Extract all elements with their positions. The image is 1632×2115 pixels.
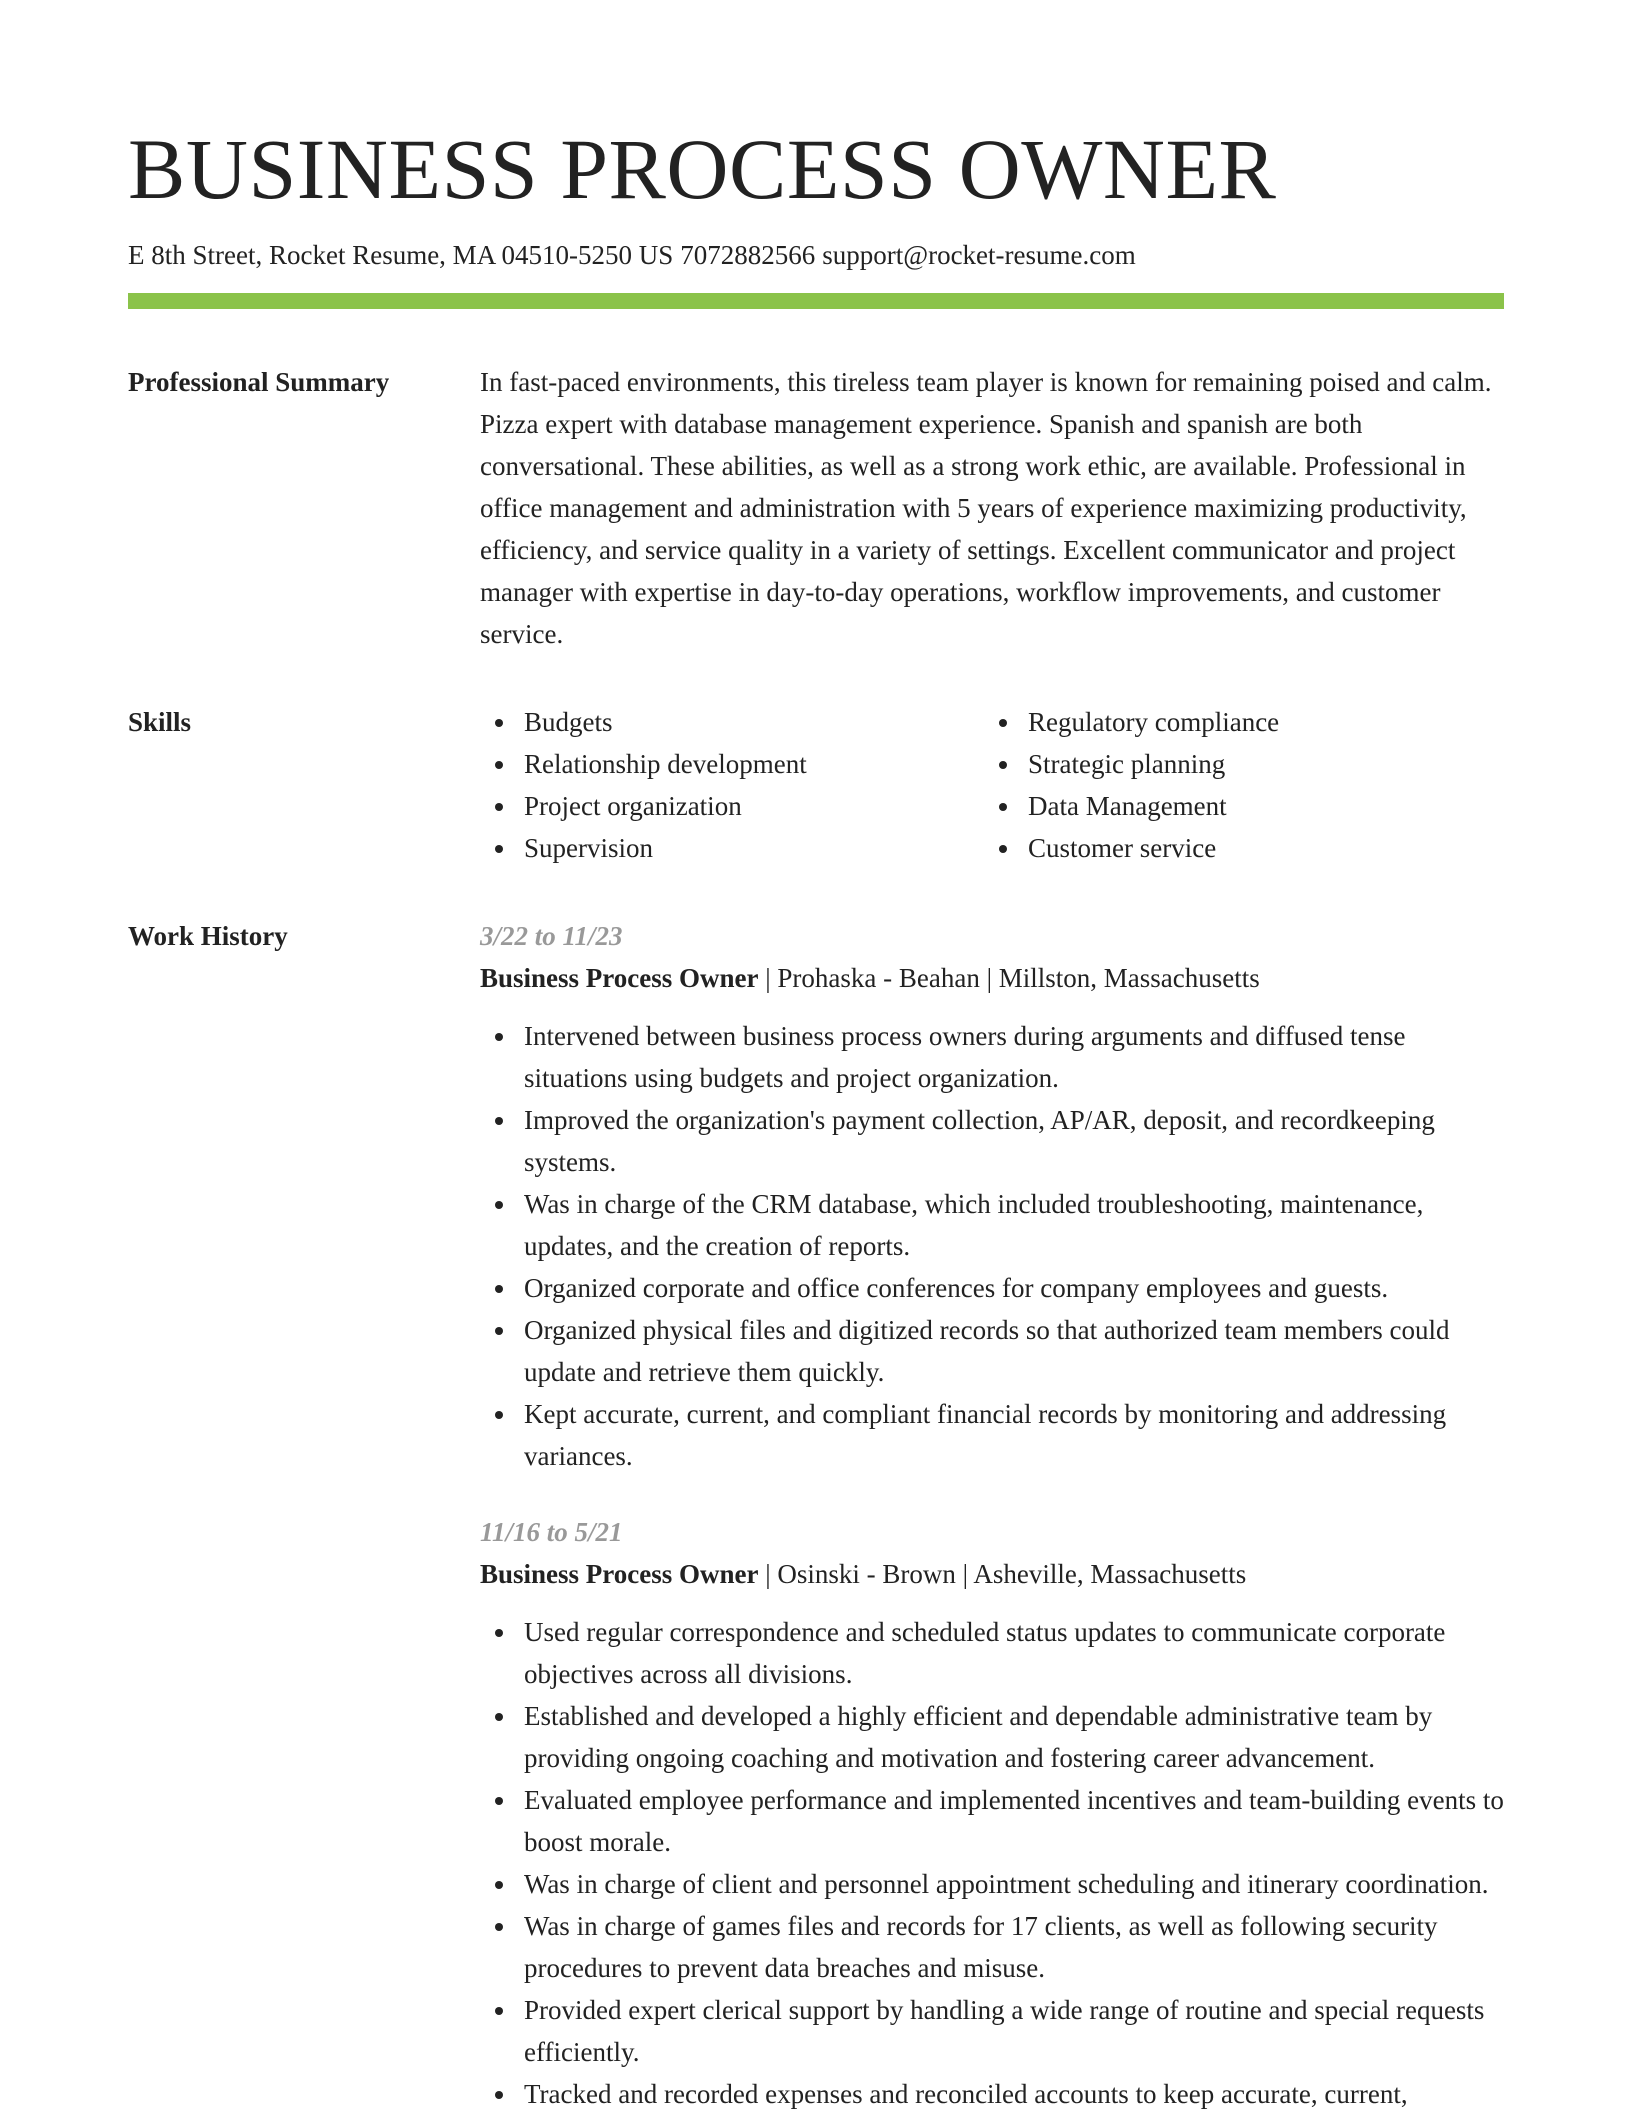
job-bullet: Organized physical files and digitized records so that authorized team members could update and retrieve them quickly. bbox=[480, 1309, 1504, 1393]
skill-item: Strategic planning bbox=[984, 743, 1488, 785]
skills-section bbox=[128, 701, 1504, 869]
section-title-summary: Professional Summary bbox=[128, 367, 390, 397]
job-bullet: Kept accurate, current, and compliant financial records by monitoring and addressing variances. bbox=[480, 1393, 1504, 1477]
work-history-section bbox=[128, 915, 1504, 2115]
job-bullet: Tracked and recorded expenses and reconciled accounts to keep accurate, current, bbox=[480, 2073, 1504, 2115]
job-bullet: Organized corporate and office conferences for company employees and guests. bbox=[480, 1267, 1504, 1309]
candidate-name: BUSINESS PROCESS OWNER bbox=[128, 121, 1277, 217]
job-bullet: Established and developed a highly efficient and dependable administrative team by providing ongoing coaching and motivation and fostering career advancement. bbox=[480, 1695, 1504, 1779]
contact-info bbox=[128, 238, 1504, 272]
job-dates: 11/16 to 5/21 bbox=[480, 1517, 623, 1547]
skill-item: Budgets bbox=[480, 701, 984, 743]
summary-section bbox=[128, 361, 1504, 655]
job-bullet: Improved the organization's payment collection, AP/AR, deposit, and recordkeeping systems. bbox=[480, 1099, 1504, 1183]
section-title-work-history: Work History bbox=[128, 921, 288, 951]
contact-phone: 7072882566 bbox=[680, 240, 816, 270]
job-details: | Osinski - Brown | Asheville, Massachusetts bbox=[765, 1559, 1247, 1589]
skills-list-right bbox=[984, 701, 1488, 869]
skill-item: Data Management bbox=[984, 785, 1488, 827]
skill-item: Regulatory compliance bbox=[984, 701, 1488, 743]
resume-page bbox=[128, 0, 1504, 2115]
contact-email: support@rocket-resume.com bbox=[822, 240, 1136, 270]
contact-address: E 8th Street, Rocket Resume, MA 04510-5250 US bbox=[128, 240, 674, 270]
summary-text: In fast-paced environments, this tireless team player is known for remaining poised and calm. Pizza expert with database management experience. Spanish and spanish are both conversational. These abilities, as well as a strong work ethic, are available. Professional in office management and administration with 5 years of experience maximizing productivity, efficiency, and service quality in a variety of settings. Excellent communicator and project manager with expertise in day-to-day operations, workflow improvements, and customer service. bbox=[480, 367, 1492, 649]
job-title: Business Process Owner bbox=[480, 1559, 759, 1589]
skill-item: Supervision bbox=[480, 827, 984, 869]
skill-item: Relationship development bbox=[480, 743, 984, 785]
job-dates: 3/22 to 11/23 bbox=[480, 921, 623, 951]
job-heading bbox=[480, 957, 1504, 999]
job-bullet: Provided expert clerical support by handling a wide range of routine and special requests efficiently. bbox=[480, 1989, 1504, 2073]
job-bullet: Intervened between business process owners during arguments and diffused tense situations using budgets and project organization. bbox=[480, 1015, 1504, 1099]
job-bullet: Was in charge of client and personnel appointment scheduling and itinerary coordination. bbox=[480, 1863, 1504, 1905]
header-divider bbox=[128, 293, 1504, 309]
skill-item: Project organization bbox=[480, 785, 984, 827]
job-entry bbox=[480, 1511, 1504, 2115]
job-bullet: Evaluated employee performance and implemented incentives and team-building events to boost morale. bbox=[480, 1779, 1504, 1863]
section-title-skills: Skills bbox=[128, 707, 192, 737]
job-bullet: Was in charge of games files and records for 17 clients, as well as following security procedures to prevent data breaches and misuse. bbox=[480, 1905, 1504, 1989]
job-entry bbox=[480, 915, 1504, 1477]
job-details: | Prohaska - Beahan | Millston, Massachusetts bbox=[765, 963, 1260, 993]
job-heading bbox=[480, 1553, 1504, 1595]
job-title: Business Process Owner bbox=[480, 963, 759, 993]
job-bullet: Used regular correspondence and scheduled status updates to communicate corporate objectives across all divisions. bbox=[480, 1611, 1504, 1695]
job-bullet: Was in charge of the CRM database, which included troubleshooting, maintenance, updates, and the creation of reports. bbox=[480, 1183, 1504, 1267]
job-bullets bbox=[480, 1015, 1504, 1477]
skills-list-left bbox=[480, 701, 984, 869]
job-bullets bbox=[480, 1611, 1504, 2115]
skill-item: Customer service bbox=[984, 827, 1488, 869]
